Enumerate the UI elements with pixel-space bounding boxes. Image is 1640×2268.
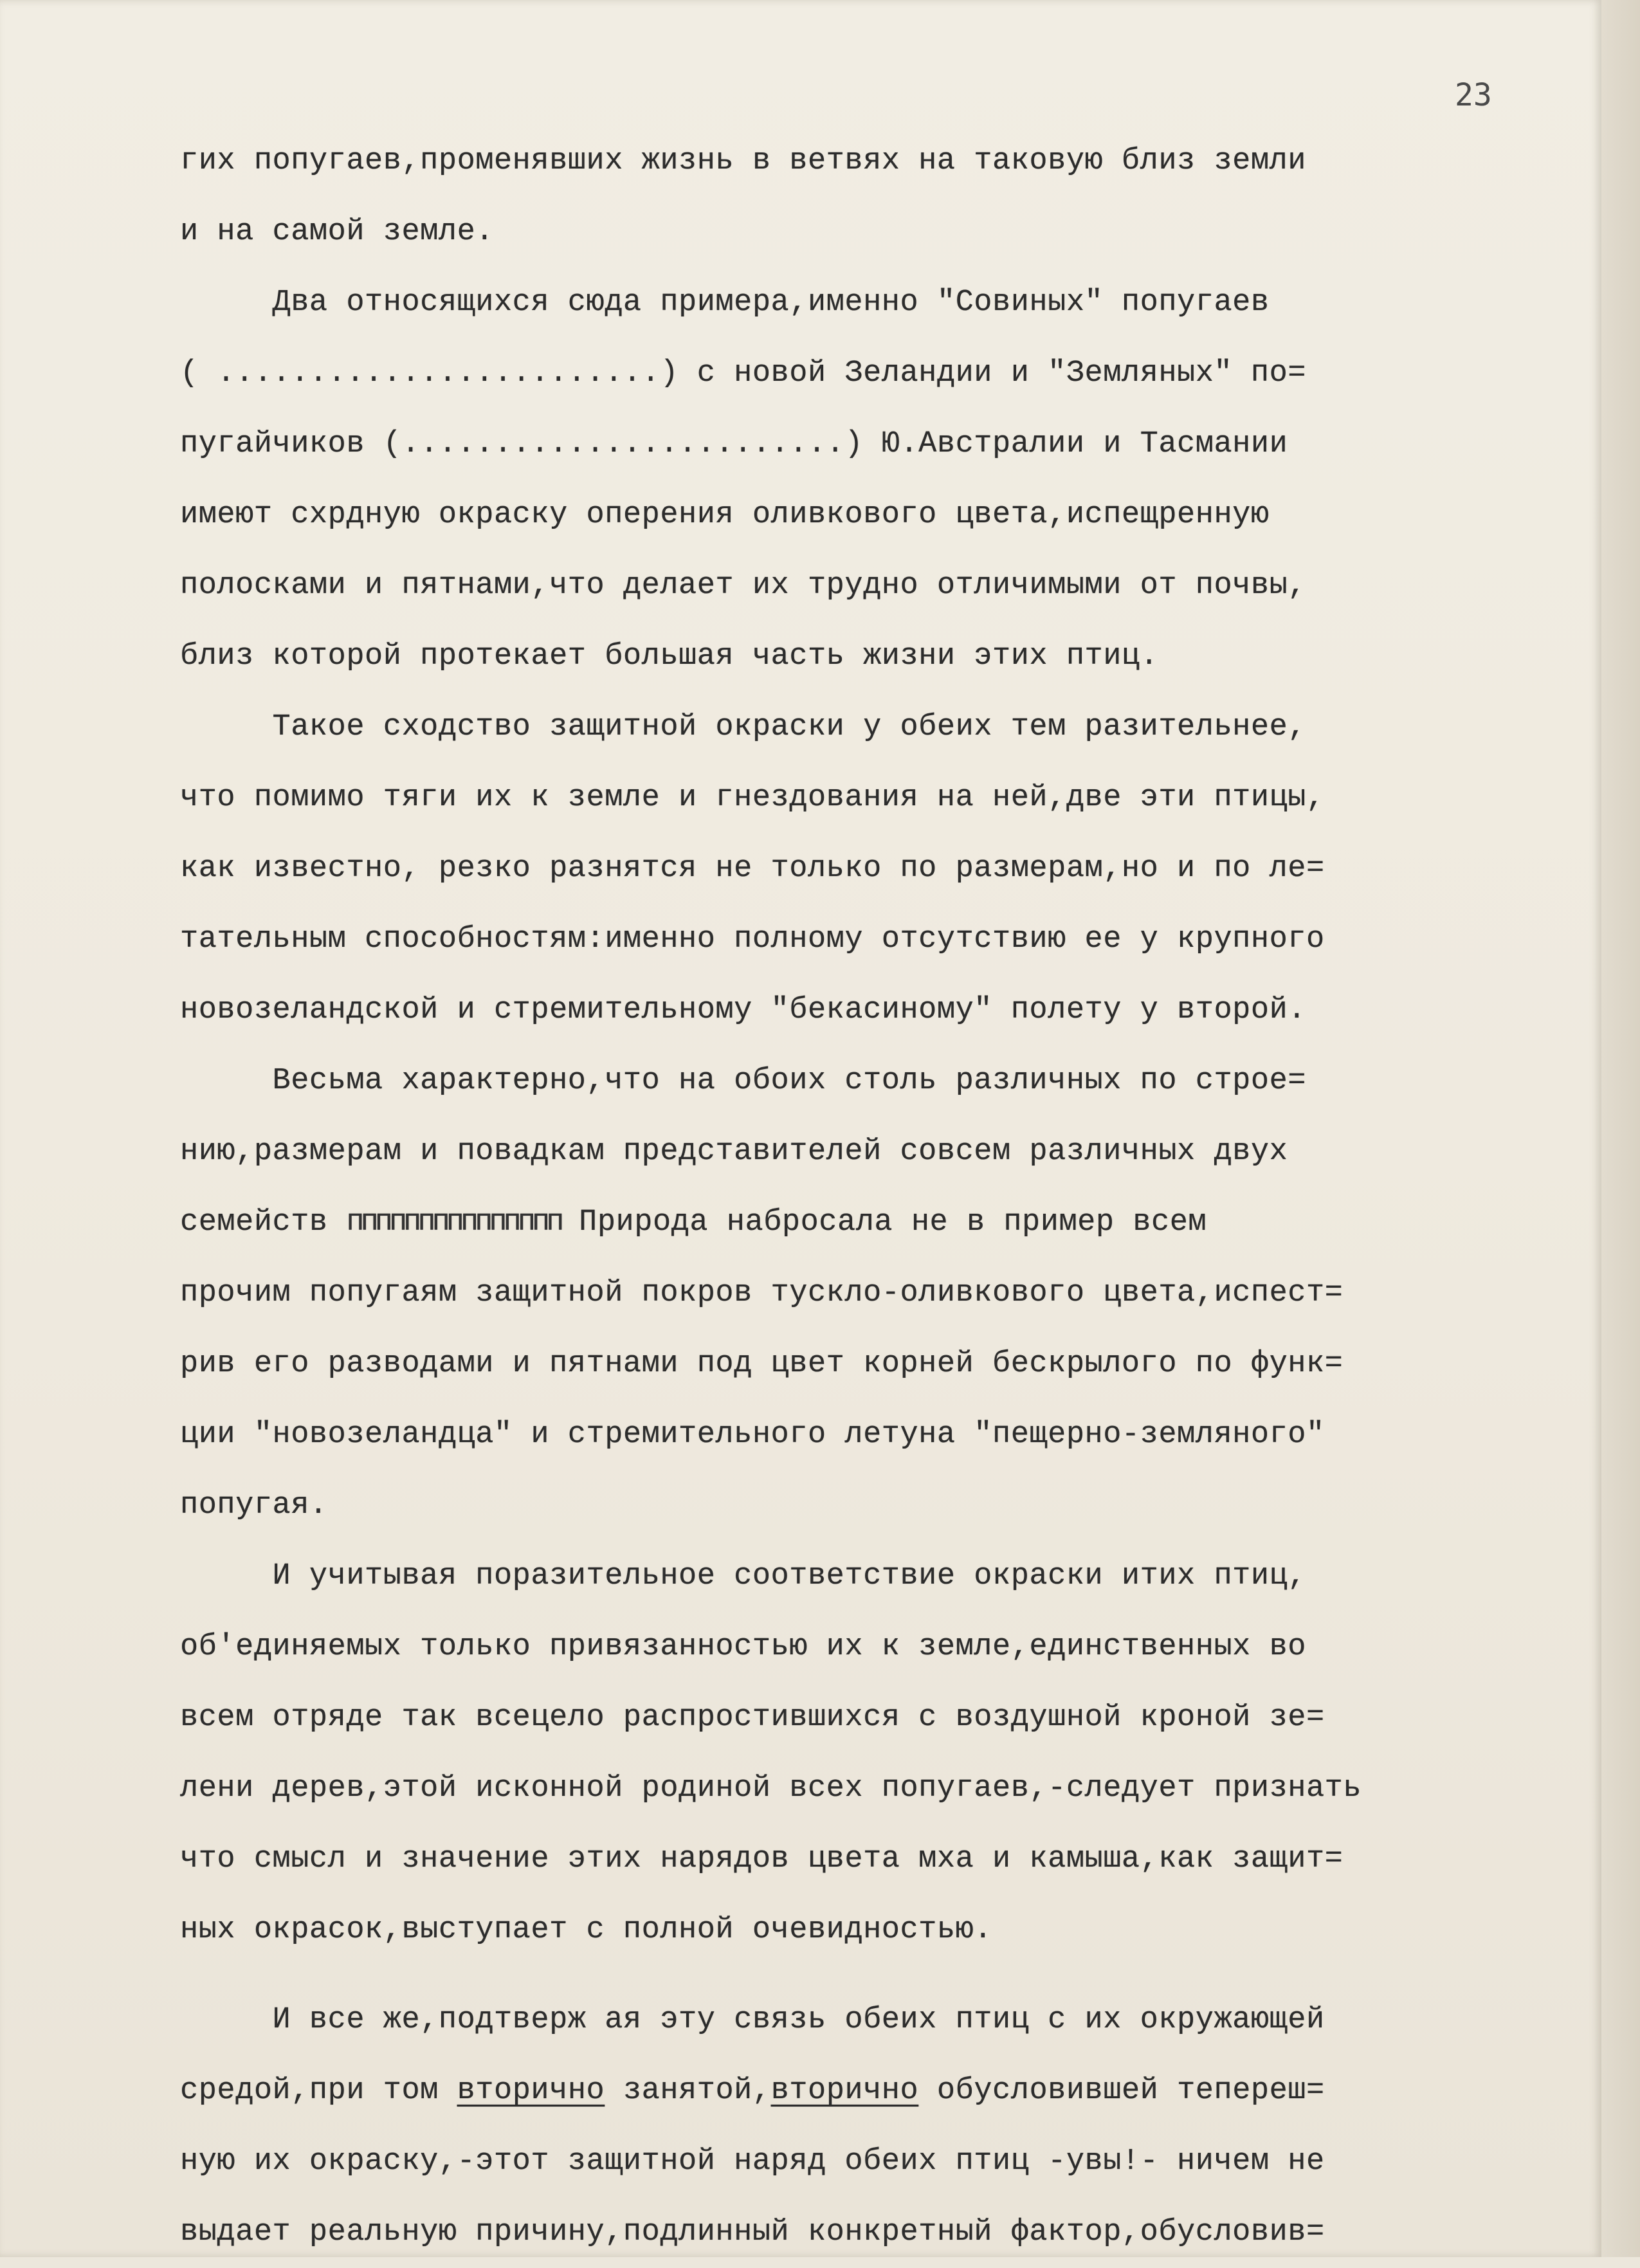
text-line: Два относящихся сюда примера,именно "Совиных" попугаев bbox=[180, 286, 1270, 320]
text-line: гих попугаев,променявших жизнь в ветвях на таковую близ земли bbox=[180, 144, 1306, 178]
text-line: прочим попугаям защитной покров тускло-оливкового цвета,испест= bbox=[180, 1276, 1344, 1310]
text-line: тательным способностям:именно полному отсутствию ее у крупного bbox=[180, 922, 1325, 956]
text-line: пугайчиков (........................) Ю.Австралии и Тасмании bbox=[180, 427, 1288, 461]
text-line: лени дерев,этой исконной родиной всех попугаев,-следует признать bbox=[180, 1771, 1362, 1806]
underlined-word: вторично bbox=[457, 2074, 605, 2108]
text-line: как известно, резко разнятся не только по размерам,но и по ле= bbox=[180, 852, 1325, 886]
text-line: новозеландской и стремительному "бекасиному" полету у второй. bbox=[180, 993, 1306, 1027]
text-line: ции "новозеландца" и стремительного летуна "пещерно-земляного" bbox=[180, 1418, 1325, 1452]
text-line: что помимо тяги их к земле и гнездования на ней,две эти птицы, bbox=[180, 781, 1325, 815]
text-line: об'единяемых только привязанностью их к земле,единственных во bbox=[180, 1630, 1306, 1664]
underlined-word: вторично bbox=[770, 2074, 919, 2108]
text-line-with-underline bbox=[180, 2056, 1569, 2126]
text-line: рив его разводами и пятнами под цвет корней бескрылого по функ= bbox=[180, 1347, 1344, 1381]
line-start: средой,при том bbox=[180, 2074, 439, 2108]
line-start: семейств bbox=[180, 1205, 328, 1239]
line-middle: занятой, bbox=[605, 2074, 771, 2108]
text-line: ( ........................) с новой Зеландии и "Земляных" по= bbox=[180, 356, 1306, 390]
text-line: Такое сходство защитной окраски у обеих тем разительнее, bbox=[180, 710, 1306, 744]
text-line: ных окрасок,выступает с полной очевидностью. bbox=[180, 1913, 993, 1947]
text-line: полосками и пятнами,что делает их трудно отличимыми от почвы, bbox=[180, 569, 1306, 603]
page-edge bbox=[1601, 0, 1640, 2257]
text-line-with-strikeover bbox=[180, 1187, 1569, 1258]
text-line: выдает реальную причину,подлинный конкретный фактор,обусловив= bbox=[180, 2215, 1325, 2249]
text-line: что смысл и значение этих нарядов цвета мха и камыша,как защит= bbox=[180, 1842, 1344, 1876]
text-line: имеют схрдную окраску оперения оливкового цвета,испещренную bbox=[180, 498, 1270, 532]
text-line: И учитывая поразительное соответствие окраски итих птиц, bbox=[180, 1559, 1306, 1593]
struck-over-word: ппппппппппппппп bbox=[346, 1205, 561, 1239]
line-end: обусловившей тепереш= bbox=[918, 2074, 1325, 2108]
typewritten-body bbox=[180, 126, 1569, 2268]
line-end: Природа набросала не в пример всем bbox=[560, 1205, 1207, 1239]
text-line: всем отряде так всецело распростившихся с воздушной кроной зе= bbox=[180, 1701, 1325, 1735]
text-line: близ которой протекает большая часть жизни этих птиц. bbox=[180, 639, 1159, 673]
text-line: И все же,подтверж ая эту связь обеих птиц с их окружающей bbox=[180, 2003, 1325, 2037]
text-line: ную их окраску,-этот защитной наряд обеих птиц -увы!- ничем не bbox=[180, 2145, 1325, 2179]
page-number: 23 bbox=[1455, 77, 1492, 113]
text-line: Весьма характерно,что на обоих столь различных по строе= bbox=[180, 1064, 1306, 1098]
text-line: нию,размерам и повадкам представителей совсем различных двух bbox=[180, 1135, 1288, 1169]
text-line: и на самой земле. bbox=[180, 215, 494, 249]
text-line: попугая. bbox=[180, 1488, 328, 1523]
